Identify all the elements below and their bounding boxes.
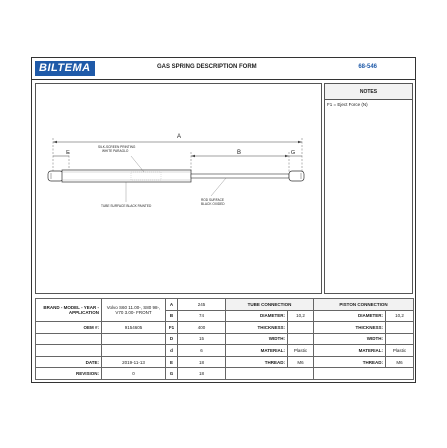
tube-thread-label: THREAD: bbox=[226, 356, 288, 368]
gas-spring-drawing bbox=[36, 84, 323, 295]
piston-thread-value: M6 bbox=[386, 356, 414, 368]
oem-value: 9154605 bbox=[102, 322, 166, 334]
empty-cell bbox=[226, 368, 314, 380]
tube-diameter-value: 10,2 bbox=[288, 310, 314, 322]
biltema-logo: BILTEMA bbox=[35, 61, 95, 76]
brand-value-line-2: V70 3.00- FRONT bbox=[115, 310, 152, 316]
tube-width-label: WIDTH: bbox=[226, 333, 288, 345]
callout-rod-oxided: BLACK OXIDED bbox=[201, 202, 225, 206]
drawing-area bbox=[35, 83, 322, 294]
tube-thickness-value bbox=[288, 322, 314, 334]
empty-cell bbox=[36, 333, 102, 345]
revision-value: 0 bbox=[102, 368, 166, 380]
form-header bbox=[32, 58, 415, 80]
form-number: 68-546 bbox=[358, 64, 377, 70]
tube-material-value: Plastic bbox=[288, 345, 314, 357]
empty-cell bbox=[102, 333, 166, 345]
dim-value: 18 bbox=[178, 356, 226, 368]
dim-value: 18 bbox=[178, 368, 226, 380]
tube-diameter-label: DIAMETER: bbox=[226, 310, 288, 322]
dim-value: 15 bbox=[178, 333, 226, 345]
tube-thickness-label: THICKNESS: bbox=[226, 322, 288, 334]
tube-end-fitting bbox=[48, 171, 63, 181]
dim-symbol: A bbox=[166, 299, 178, 311]
piston-thickness-value bbox=[386, 322, 414, 334]
oem-label: OEM #: bbox=[36, 322, 102, 334]
piston-thickness-label: THICKNESS: bbox=[314, 322, 386, 334]
empty-cell bbox=[314, 368, 414, 380]
tube-material-label: MATERIAL: bbox=[226, 345, 288, 357]
piston-width-label: WIDTH: bbox=[314, 333, 386, 345]
dim-symbol: D bbox=[166, 333, 178, 345]
spec-table bbox=[35, 298, 414, 380]
tube-width-value bbox=[288, 333, 314, 345]
piston-material-label: MATERIAL: bbox=[314, 345, 386, 357]
empty-cell bbox=[102, 345, 166, 357]
dim-label-e: E bbox=[66, 150, 70, 156]
form-title: GAS SPRING DESCRIPTION FORM bbox=[157, 64, 257, 70]
notes-line: F1 = Eject Force (N) bbox=[327, 102, 368, 107]
brand-label: BRAND - MODEL - YEAR - APPLICATION bbox=[36, 299, 102, 322]
piston-material-value: Plastic bbox=[386, 345, 414, 357]
dim-label-a: A bbox=[176, 134, 182, 140]
date-label: DATE: bbox=[36, 356, 102, 368]
brand-value-line-1: Volvo S60 11.00-, S80 98-, bbox=[106, 305, 161, 311]
piston-rod bbox=[191, 174, 289, 178]
tube-thread-value: M6 bbox=[288, 356, 314, 368]
rod-end-fitting bbox=[289, 171, 304, 181]
piston-thread-label: THREAD: bbox=[314, 356, 386, 368]
brand-value bbox=[102, 299, 166, 322]
dim-label-b: B bbox=[236, 150, 242, 156]
dim-symbol: F1 bbox=[166, 322, 178, 334]
piston-connection-heading: PISTON CONNECTION bbox=[314, 299, 414, 311]
callout-rod-surface: ROD SURFACE bbox=[201, 198, 225, 202]
form-sheet bbox=[31, 57, 416, 383]
empty-cell bbox=[36, 345, 102, 357]
dim-value: 74 bbox=[178, 310, 226, 322]
dim-label-g: G bbox=[290, 150, 296, 156]
piston-diameter-label: DIAMETER: bbox=[314, 310, 386, 322]
dim-symbol: B bbox=[166, 310, 178, 322]
dim-symbol: E bbox=[166, 356, 178, 368]
dim-symbol: d bbox=[166, 345, 178, 357]
piston-diameter-value: 10,2 bbox=[386, 310, 414, 322]
revision-label: REVISION: bbox=[36, 368, 102, 380]
notes-heading: NOTES bbox=[325, 84, 412, 100]
callout-silk-screen: SILK-SCREEN PRINTING bbox=[98, 145, 136, 149]
callout-white-paraglo: WHITE PARAGLO bbox=[102, 149, 129, 153]
tube-body bbox=[62, 170, 191, 182]
dim-value: 6 bbox=[178, 345, 226, 357]
dim-value: 245 bbox=[178, 299, 226, 311]
notes-panel bbox=[324, 83, 413, 294]
tube-connection-heading: TUBE CONNECTION bbox=[226, 299, 314, 311]
dim-symbol: G bbox=[166, 368, 178, 380]
date-value: 2019-11-13 bbox=[102, 356, 166, 368]
dim-value: 400 bbox=[178, 322, 226, 334]
callout-tube-surface: TUBE SURFACE BLACK PAINTED bbox=[101, 204, 152, 208]
piston-width-value bbox=[386, 333, 414, 345]
